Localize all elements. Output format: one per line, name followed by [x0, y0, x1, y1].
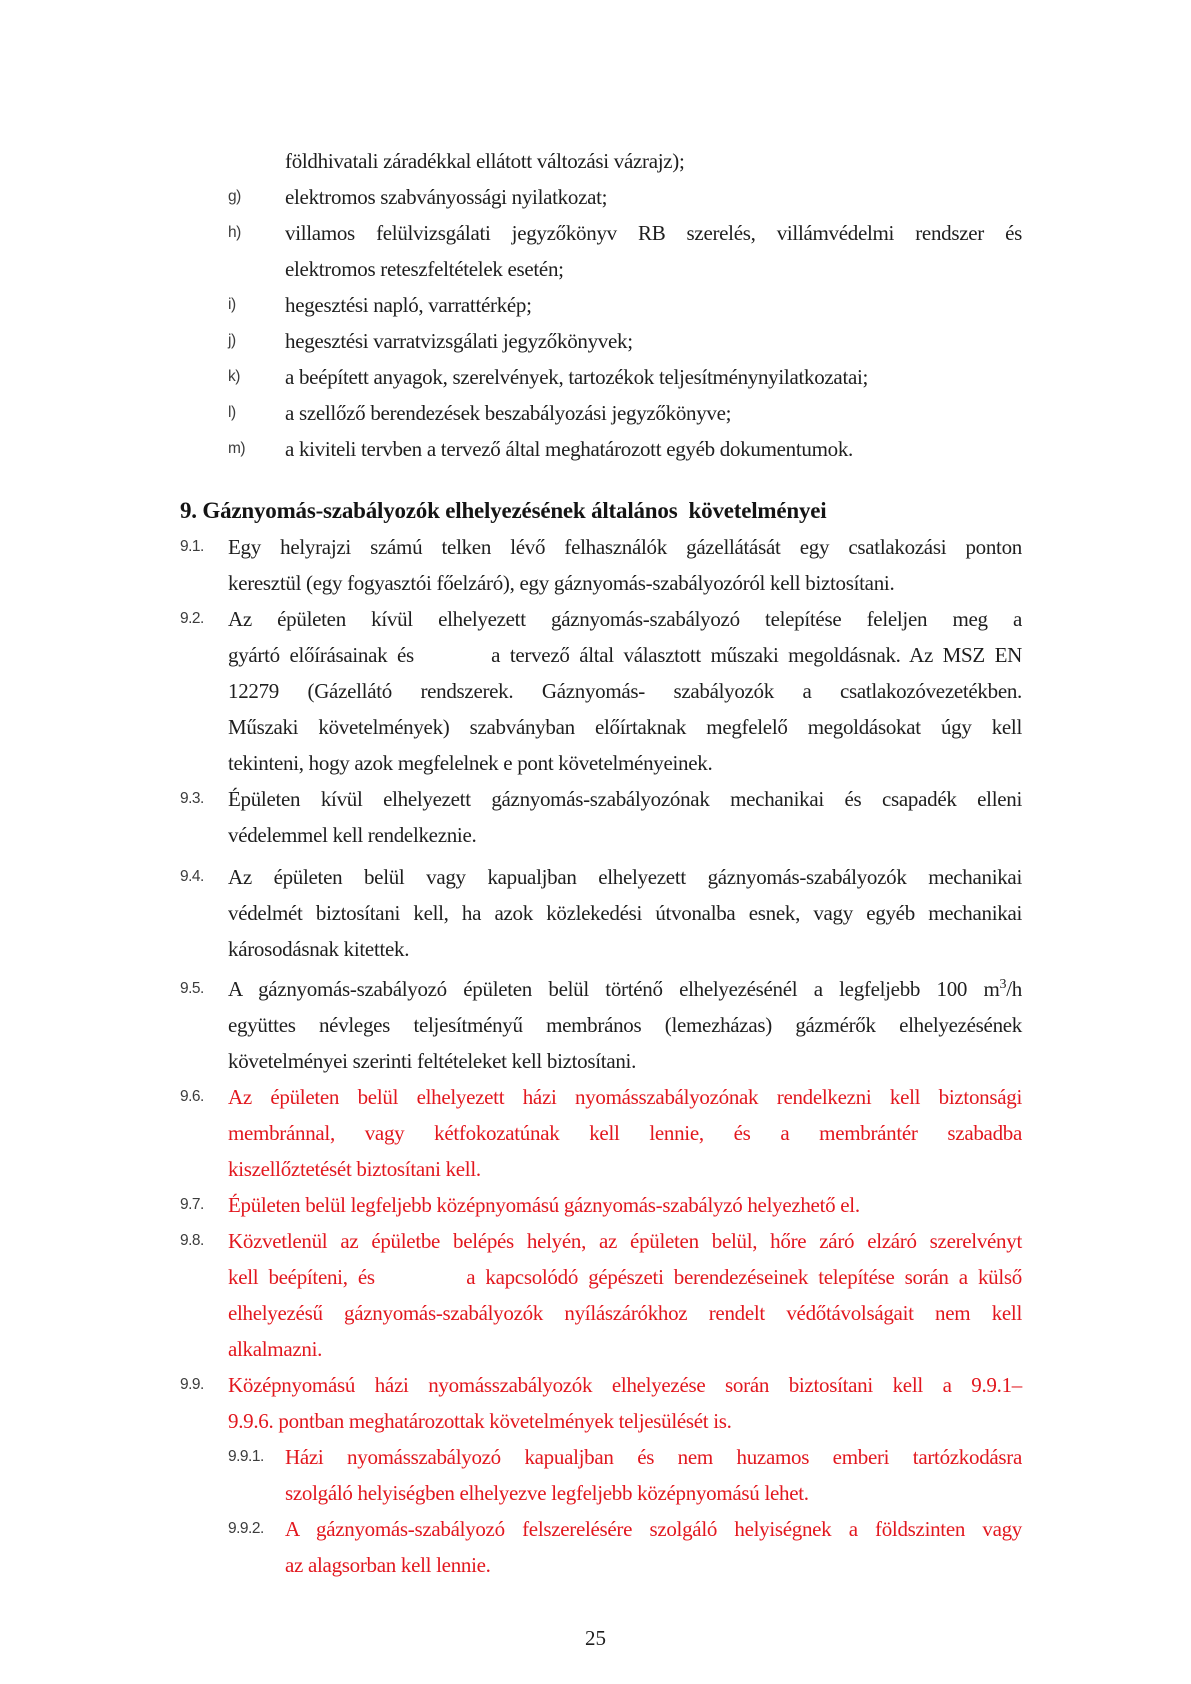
list-item-body — [285, 359, 1022, 395]
list-item-text: hegesztési varratvizsgálati jegyzőkönyvek; — [285, 329, 633, 353]
list-item-label: i) — [228, 296, 236, 313]
paragraph-line: követelményei szerinti feltételeket kell biztosítani. — [228, 1049, 637, 1073]
paragraph-line: elhelyezésű gáznyomás-szabályozók nyílászárókhoz rendelt védőtávolságait nem kell — [228, 1301, 1022, 1325]
paragraph-number: 9.9.2. — [228, 1520, 264, 1537]
list-item-body — [285, 179, 1022, 215]
list-item-body — [285, 143, 1022, 179]
paragraph-line: membránnal, vagy kétfokozatúnak kell lennie, és a membrántér szabadba — [228, 1121, 1022, 1145]
paragraph-body — [285, 1511, 1022, 1583]
paragraph-line: szolgáló helyiségben elhelyezve legfeljebb középnyomású lehet. — [285, 1481, 809, 1505]
list-item-label: h) — [228, 224, 241, 241]
list-item — [180, 179, 1022, 215]
paragraph-number: 9.2. — [180, 610, 204, 627]
paragraph-line: együttes névleges teljesítményű membrános (lemezházas) gázmérők elhelyezésének — [228, 1013, 1022, 1037]
paragraph-line: alkalmazni. — [228, 1337, 323, 1361]
paragraph-line: Az épületen kívül elhelyezett gáznyomás-szabályozó telepítése feleljen meg a — [228, 607, 1022, 631]
list-item — [180, 359, 1022, 395]
paragraph-line: tekinteni, hogy azok megfelelnek e pont követelményeinek. — [228, 751, 713, 775]
paragraph-line: A gáznyomás-szabályozó felszerelésére szolgáló helyiségnek a földszinten vagy — [285, 1517, 1022, 1541]
paragraph-body — [228, 859, 1022, 967]
list-item — [180, 323, 1022, 359]
list-item-label: k) — [228, 368, 240, 385]
paragraph-9-7 — [180, 1187, 1022, 1223]
paragraph-line: Középnyomású házi nyomásszabályozók elhelyezése során biztosítani kell a 9.9.1– — [228, 1373, 1022, 1397]
list-item-text: villamos felülvizsgálati jegyzőkönyv RB szerelés, villámvédelmi rendszer és — [285, 221, 1022, 245]
list-item-body — [285, 287, 1022, 323]
paragraph-9-9-1 — [180, 1439, 1022, 1511]
paragraph-9-6 — [180, 1079, 1022, 1187]
paragraph-line: Az épületen belül elhelyezett házi nyomásszabályozónak rendelkezni kell biztonsági — [228, 1085, 1022, 1109]
list-item-label: j) — [228, 332, 236, 349]
paragraph-9-4 — [180, 859, 1022, 967]
paragraph-line: védelemmel kell rendelkeznie. — [228, 823, 477, 847]
list-item — [180, 395, 1022, 431]
list-item-text: a kiviteli tervben a tervező által meghatározott egyéb dokumentumok. — [285, 437, 853, 461]
paragraph-9-3 — [180, 781, 1022, 853]
list-item-label: m) — [228, 440, 246, 457]
paragraph-9-5 — [180, 971, 1022, 1079]
paragraph-number: 9.9. — [180, 1376, 204, 1393]
paragraph-line: károsodásnak kitettek. — [228, 937, 410, 961]
paragraph-line: 12279 (Gázellátó rendszerek. Gáznyomás- szabályozók a csatlakozóvezetékben. — [228, 679, 1022, 703]
list-item-text: a szellőző berendezések beszabályozási jegyzőkönyve; — [285, 401, 732, 425]
paragraph-number: 9.4. — [180, 868, 204, 885]
paragraph-line: kell beépíteni, és a kapcsolódó gépészeti berendezéseinek telepítése során a külső — [228, 1265, 1022, 1289]
paragraph-number: 9.6. — [180, 1088, 204, 1105]
paragraph-body — [285, 1439, 1022, 1511]
paragraph-number: 9.8. — [180, 1232, 204, 1249]
page-number: 25 — [585, 1626, 606, 1650]
paragraph-9-9-2 — [180, 1511, 1022, 1583]
paragraph-line: Épületen kívül elhelyezett gáznyomás-szabályozónak mechanikai és csapadék elleni — [228, 787, 1022, 811]
paragraph-line: 9.9.6. pontban meghatározottak követelmények teljesülését is. — [228, 1409, 732, 1433]
list-item-text: földhivatali záradékkal ellátott változási vázrajz); — [285, 149, 685, 173]
superscript-3: 3 — [999, 977, 1007, 992]
paragraph-line: az alagsorban kell lennie. — [285, 1553, 491, 1577]
list-item-text: a beépített anyagok, szerelvények, tartozékok teljesítménynyilatkozatai; — [285, 365, 869, 389]
paragraph-number: 9.9.1. — [228, 1448, 264, 1465]
paragraph-line: Egy helyrajzi számú telken lévő felhasználók gázellátását egy csatlakozási ponton — [228, 535, 1022, 559]
paragraph-number: 9.3. — [180, 790, 204, 807]
paragraph-line: Épületen belül legfeljebb középnyomású gáznyomás-szabályzó helyezhető el. — [228, 1193, 860, 1217]
paragraph-line: Műszaki követelmények) szabványban előírtaknak megfelelő megoldásokat úgy kell — [228, 715, 1022, 739]
paragraph-line: Közvetlenül az épületbe belépés helyén, az épületen belül, hőre záró elzáró szerelvényt — [228, 1229, 1022, 1253]
paragraph-line — [228, 971, 1022, 1007]
paragraph-9-8 — [180, 1223, 1022, 1367]
list-item-body — [285, 395, 1022, 431]
paragraph-line: kiszellőztetését biztosítani kell. — [228, 1157, 481, 1181]
list-item-text: elektromos szabványossági nyilatkozat; — [285, 185, 608, 209]
list-item-text: elektromos reteszfeltételek esetén; — [285, 257, 564, 281]
paragraph-line: Az épületen belül vagy kapualjban elhelyezett gáznyomás-szabályozók mechanikai — [228, 865, 1022, 889]
list-item — [180, 431, 1022, 467]
list-item-body — [285, 323, 1022, 359]
paragraph-number: 9.7. — [180, 1196, 204, 1213]
text-span: /h — [1006, 977, 1022, 1001]
paragraph-body — [228, 1079, 1022, 1187]
list-item-label: g) — [228, 188, 241, 205]
paragraph-body — [228, 1187, 1022, 1223]
paragraph-number: 9.1. — [180, 538, 204, 555]
paragraph-9-9 — [180, 1367, 1022, 1439]
paragraph-line: Házi nyomásszabályozó kapualjban és nem huzamos emberi tartózkodásra — [285, 1445, 1022, 1469]
paragraph-line: gyártó előírásainak és a tervező által választott műszaki megoldásnak. Az MSZ EN — [228, 643, 1022, 667]
list-item-label: l) — [228, 404, 236, 421]
list-item — [180, 143, 1022, 179]
paragraph-body — [228, 971, 1022, 1079]
paragraph-body — [228, 1223, 1022, 1367]
paragraph-body — [228, 529, 1022, 601]
paragraph-body — [228, 781, 1022, 853]
paragraph-9-2 — [180, 601, 1022, 781]
list-item — [180, 287, 1022, 323]
paragraph-line: védelmét biztosítani kell, ha azok közlekedési útvonalba esnek, vagy egyéb mechanikai — [228, 901, 1022, 925]
paragraph-body — [228, 1367, 1022, 1439]
paragraph-body — [228, 601, 1022, 781]
list-item — [180, 215, 1022, 287]
list-item-body — [285, 215, 1022, 287]
section-heading: 9. Gáznyomás-szabályozók elhelyezésének általános követelményei — [180, 498, 827, 523]
paragraph-line: keresztül (egy fogyasztói főelzáró), egy gáznyomás-szabályozóról kell biztosítani. — [228, 571, 895, 595]
text-span: A gáznyomás-szabályozó épületen belül történő elhelyezésénél a legfeljebb 100 m — [228, 977, 1000, 1001]
list-item-body — [285, 431, 1022, 467]
paragraph-number: 9.5. — [180, 980, 204, 997]
paragraph-9-1 — [180, 529, 1022, 601]
list-item-text: hegesztési napló, varrattérkép; — [285, 293, 532, 317]
